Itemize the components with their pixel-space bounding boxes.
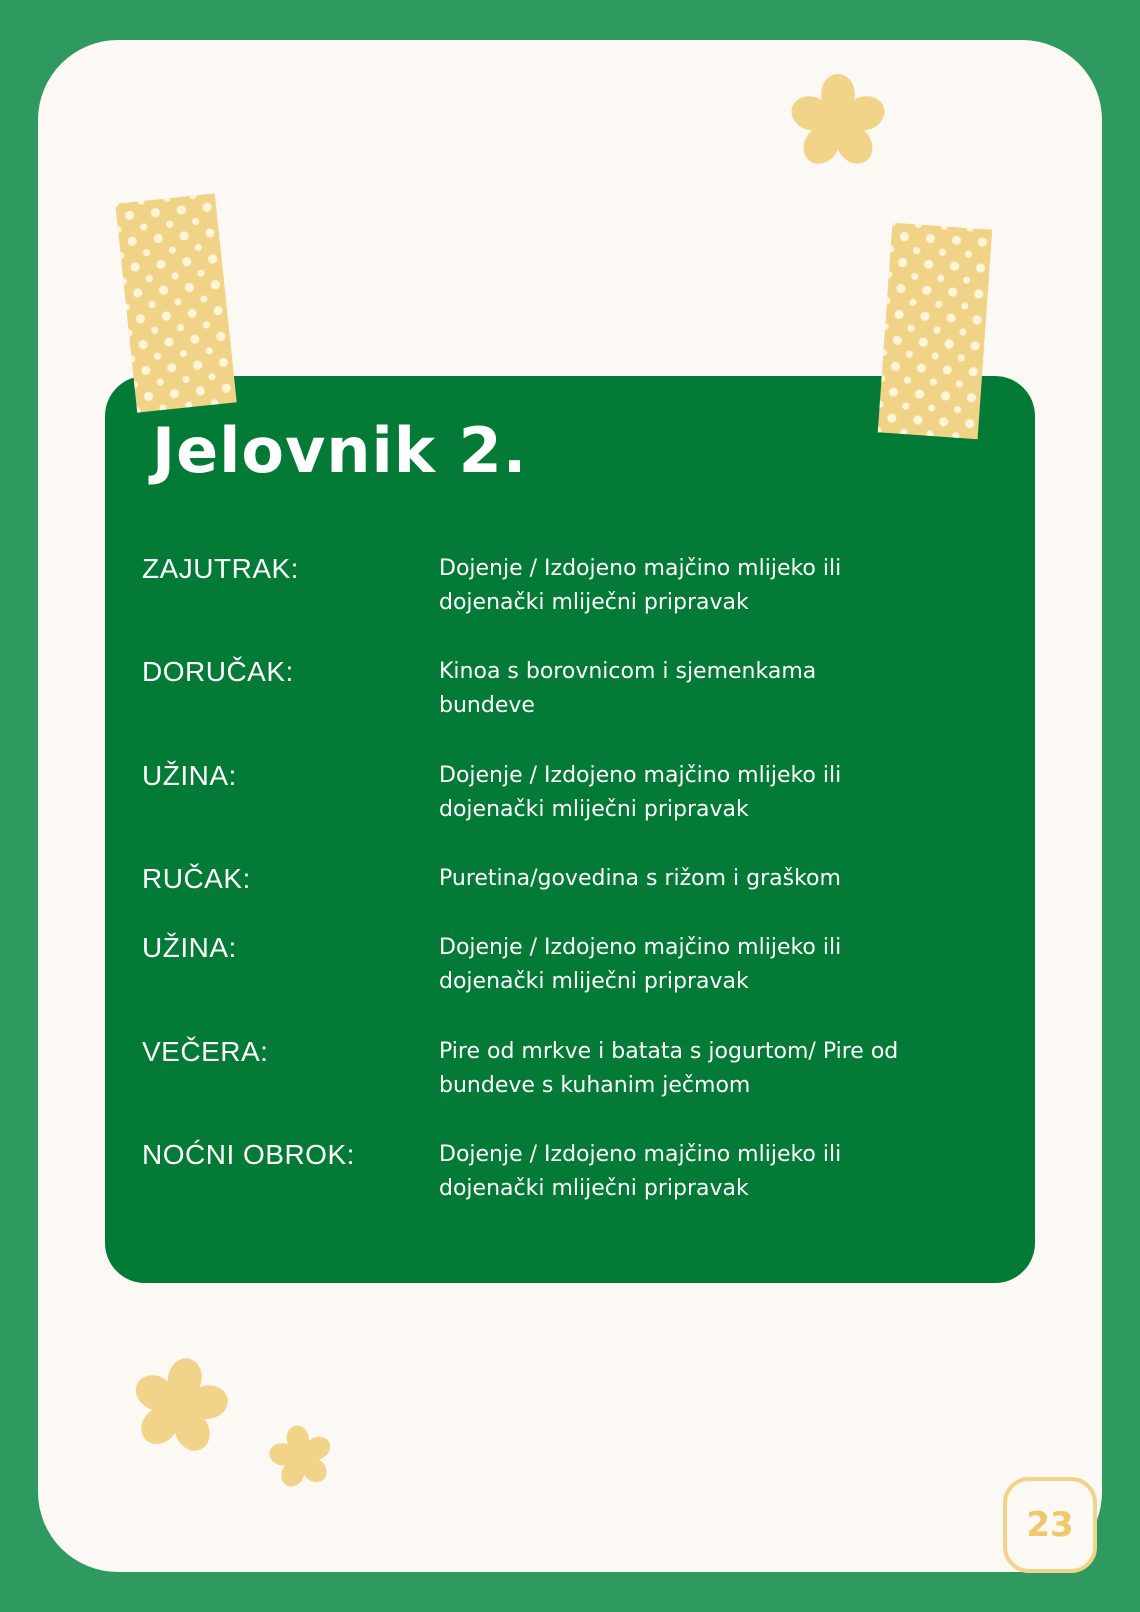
meal-description: Dojenje / Izdojeno majčino mlijeko ili dojenački mliječni pripravak: [439, 763, 842, 822]
menu-row: [142, 759, 972, 862]
menu-title: Jelovnik 2.: [152, 414, 528, 487]
menu-row: [142, 1035, 972, 1138]
meal-description: Kinoa s borovnicom i sjemenkama bundeve: [439, 659, 817, 718]
washi-tape-icon: [878, 223, 992, 439]
menu-list: [142, 552, 972, 1206]
meal-description: Puretina/govedina s rižom i graškom: [439, 866, 841, 891]
menu-row: [142, 655, 972, 759]
meal-description: Dojenje / Izdojeno majčino mlijeko ili dojenački mliječni pripravak: [439, 556, 842, 615]
menu-row: [142, 552, 972, 655]
meal-label: RUČAK:: [142, 863, 251, 894]
flower-icon: [782, 66, 894, 178]
flower-icon: [124, 1350, 236, 1462]
meal-description: Dojenje / Izdojeno majčino mlijeko ili dojenački mliječni pripravak: [439, 935, 842, 994]
meal-label: UŽINA:: [142, 932, 237, 963]
page-number: 23: [1003, 1477, 1097, 1573]
flower-icon: [264, 1420, 338, 1494]
meal-label: DORUČAK:: [142, 656, 294, 687]
menu-row: [142, 862, 972, 931]
menu-row: [142, 1138, 972, 1206]
menu-row: [142, 931, 972, 1035]
meal-label: ZAJUTRAK:: [142, 553, 299, 584]
meal-label: UŽINA:: [142, 760, 237, 791]
meal-description: Pire od mrkve i batata s jogurtom/ Pire od bundeve s kuhanim ječmom: [439, 1039, 899, 1098]
meal-label: VEČERA:: [142, 1036, 269, 1067]
meal-description: Dojenje / Izdojeno majčino mlijeko ili dojenački mliječni pripravak: [439, 1142, 842, 1201]
meal-label: NOĆNI OBROK:: [142, 1139, 355, 1170]
